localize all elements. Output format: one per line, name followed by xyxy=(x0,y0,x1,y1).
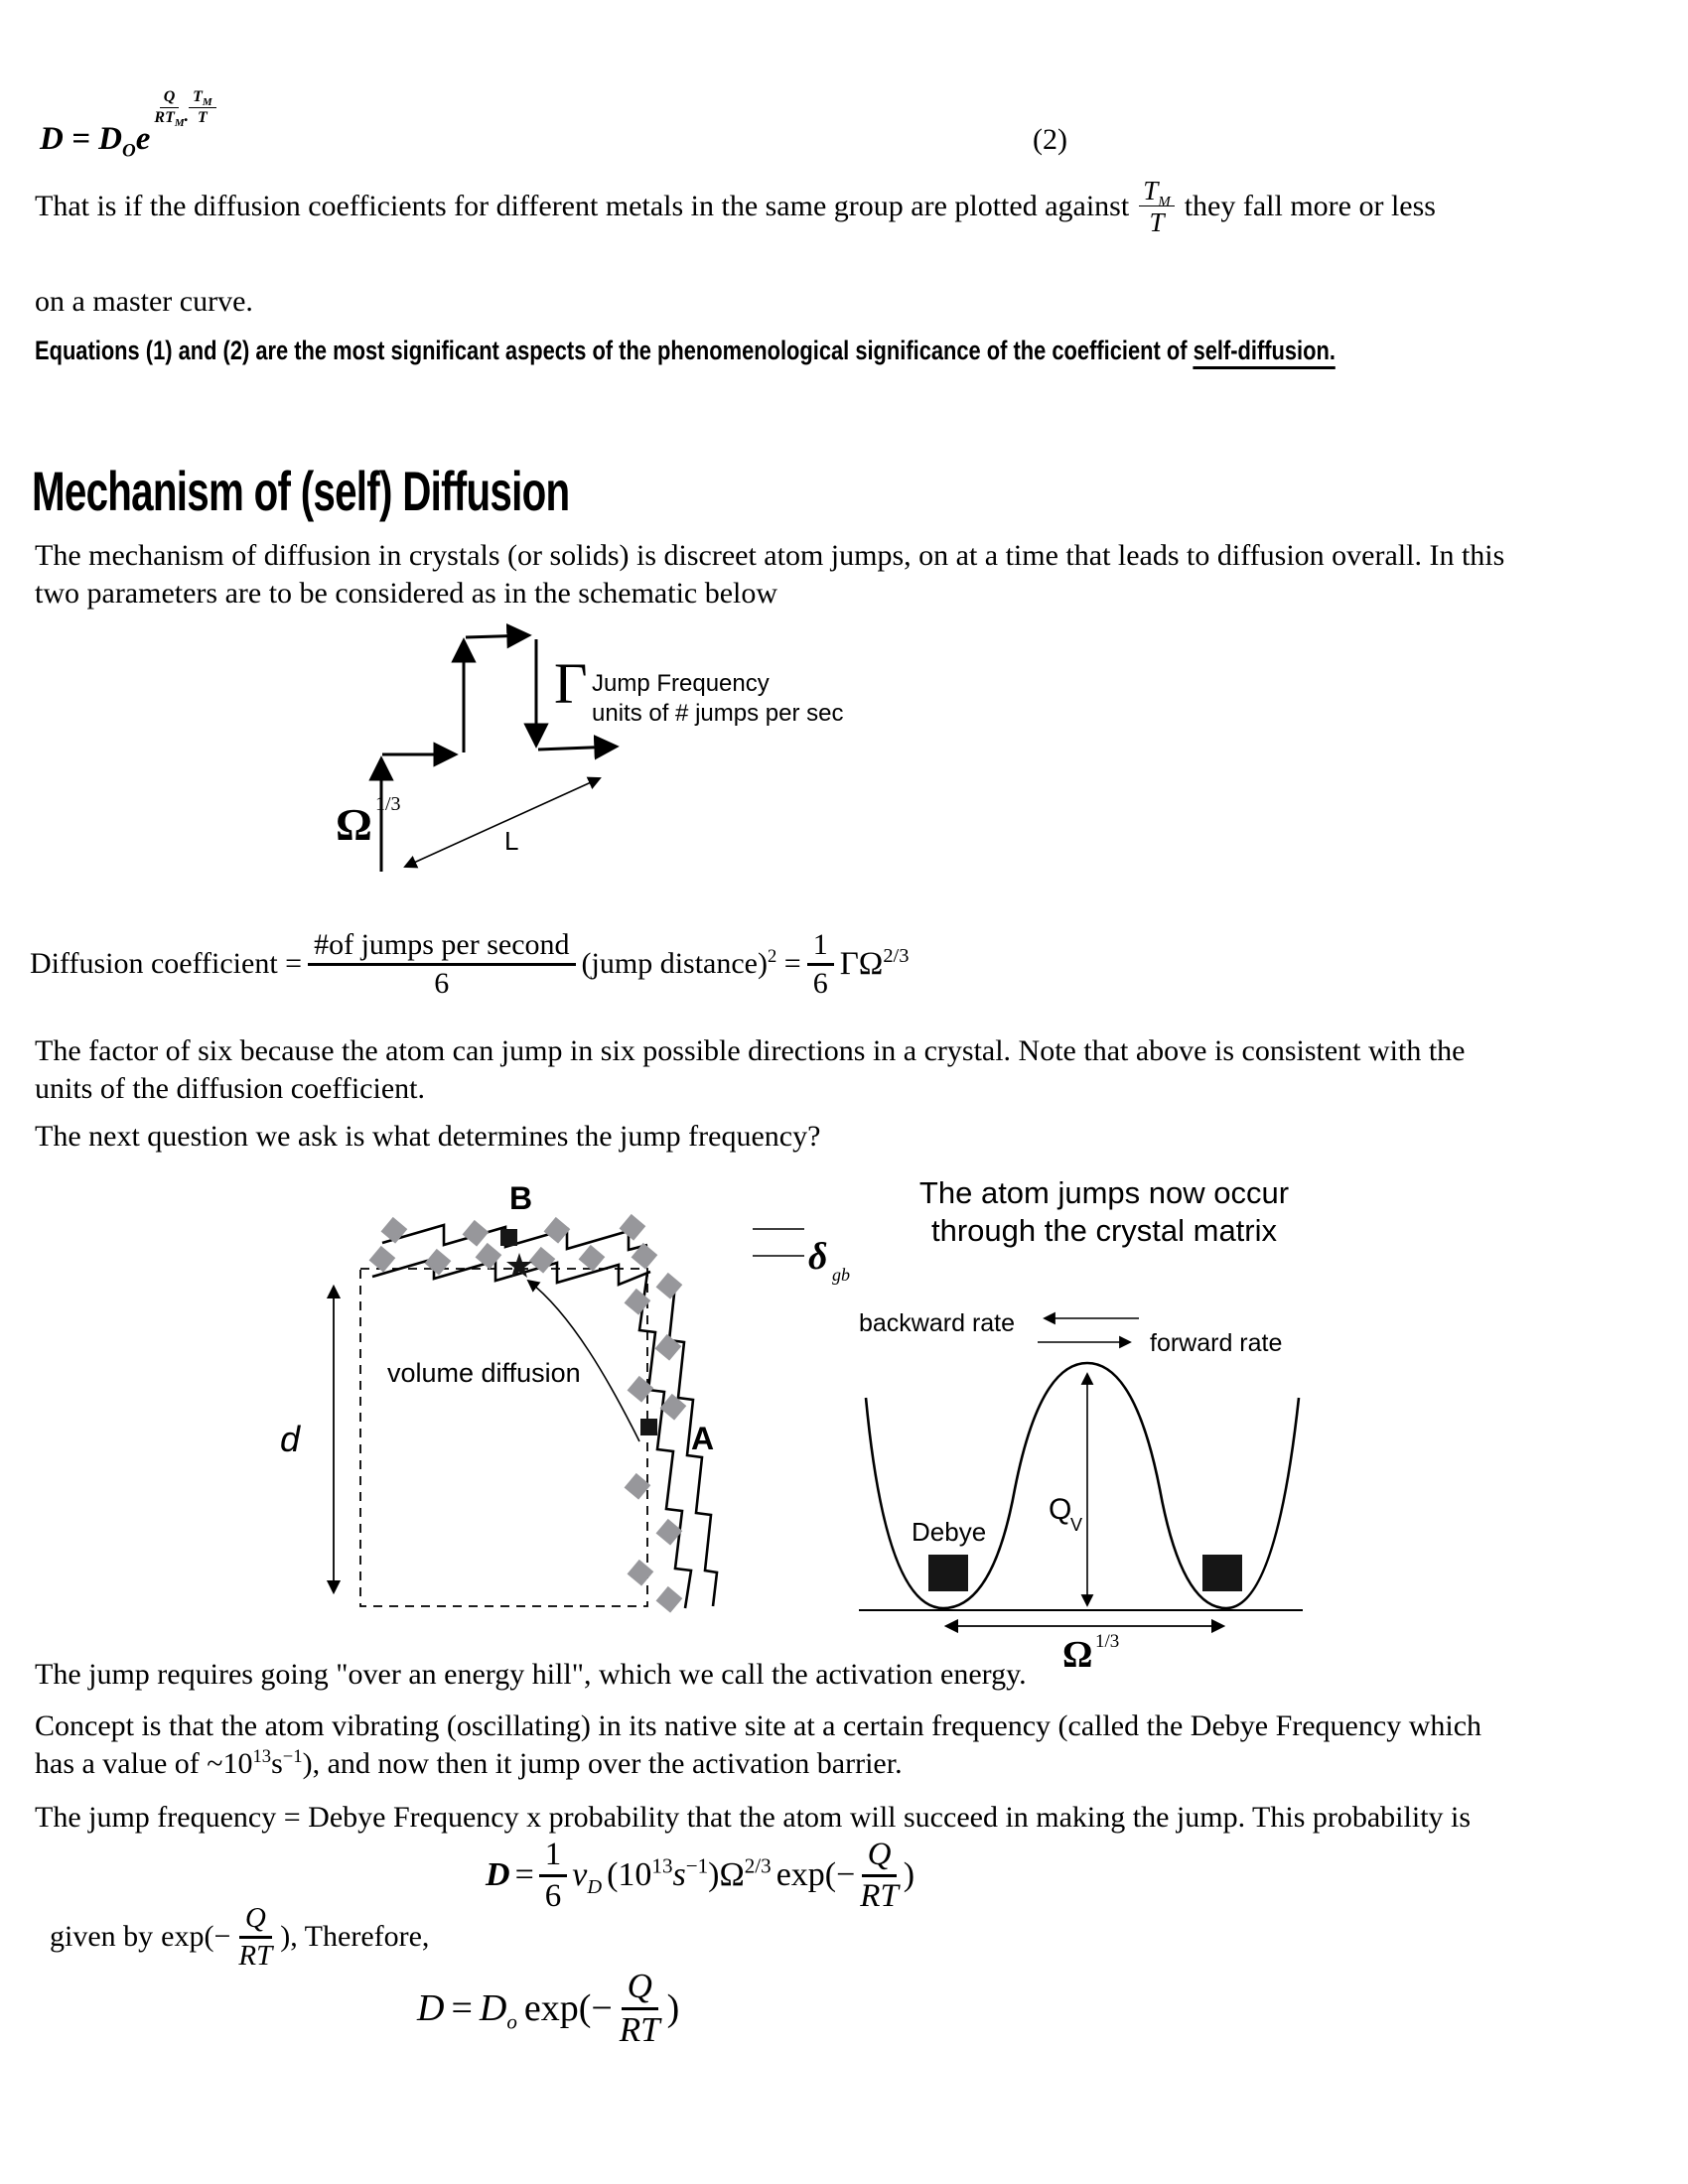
jump-length-arrow xyxy=(405,778,600,867)
exponent-fraction-2: $\frac{T_M}{T}$ xyxy=(189,89,216,127)
grain-boundary-and-energy-diagram xyxy=(268,1152,1340,1688)
section-heading: Mechanism of (self) Diffusion xyxy=(32,460,570,522)
jump-units-label: units of # jumps per sec xyxy=(592,700,844,727)
given-by-line: given by exp(− $\frac{Q}{RT}$ ), Therefore, xyxy=(50,1902,430,1972)
delta-gb-symbol: δ xyxy=(808,1236,828,1278)
paragraph-master-curve xyxy=(35,167,1436,246)
tracer-atom-a xyxy=(640,1419,657,1435)
debye-frequency-term: $\nu_D$ xyxy=(572,1856,603,1898)
qv-subscript: V xyxy=(1070,1515,1083,1535)
para2-line1: The mechanism of diffusion in crystals (or solids) is discreet atom jumps, on at a time that leads to diffusion overall. In this xyxy=(35,539,1505,572)
volume-diffusion-label: volume diffusion xyxy=(387,1358,581,1388)
grain-dashed-box xyxy=(360,1269,647,1606)
gamma-omega-term: $\Gamma\Omega^{2/3}$ xyxy=(839,944,910,982)
equation-number: (2) xyxy=(1033,123,1067,156)
jump-path-diagram xyxy=(318,608,1013,900)
diffusion-coefficient-equation xyxy=(30,918,909,1010)
debye-label: Debye xyxy=(912,1517,987,1547)
paragraph-factor-of-six xyxy=(35,1032,1663,1108)
backward-rate-label: backward rate xyxy=(859,1309,1016,1337)
gb-thickness-lines xyxy=(753,1229,804,1256)
one-sixth: $\frac{1}{6}$ xyxy=(539,1838,568,1913)
jump-distance-term: (jump distance)$^2$ = xyxy=(581,946,801,980)
paragraph-next-question: The next question we ask is what determines the jump frequency? xyxy=(35,1120,821,1153)
q-over-rt-inline: $\frac{Q}{RT}$ xyxy=(238,1902,273,1972)
gamma-symbol: Γ xyxy=(554,651,588,716)
para1-text-after: they fall more or less xyxy=(1184,190,1436,222)
length-label: L xyxy=(504,826,519,856)
omega-exponent: 1/3 xyxy=(375,793,401,815)
omega-spacing-symbol: Ω xyxy=(1062,1634,1093,1676)
boundary-a-label: A xyxy=(691,1421,715,1456)
para3-line1: The factor of six because the atom can jump in six possible directions in a crystal. Note that above is consistent with the xyxy=(35,1034,1466,1067)
well-atom-left xyxy=(928,1555,968,1591)
equation-2-base: $D = D_Oe$ xyxy=(40,121,151,162)
para3-line2: units of the diffusion coefficient. xyxy=(35,1072,425,1105)
equation-2-exponent: $\frac{Q}{RT_M}$ . $\frac{T_M}{T}$ xyxy=(154,89,215,127)
paragraph-energy-hill: The jump requires going "over an energy hill", which we call the activation energy. xyxy=(35,1658,1027,1691)
full-diffusion-equation: D = $\frac{1}{6}$ $\nu_D$ $(10^{13}s^{-1})\Omega^{2/3}$ exp(− $\frac{Q}{RT}$ ) xyxy=(486,1836,915,1914)
tracer-atom-b xyxy=(500,1229,517,1246)
grain-size-label: d xyxy=(280,1419,301,1459)
boundary-b-label: B xyxy=(509,1180,533,1216)
para6-line1: Concept is that the atom vibrating (oscillating) in its native site at a certain frequency (called the Debye Frequency which xyxy=(35,1709,1482,1742)
paragraph-debye-concept xyxy=(35,1707,1663,1783)
para1-line2: on a master curve. xyxy=(35,285,253,318)
exponent-fraction-1: $\frac{Q}{RT_M}$ xyxy=(154,88,185,129)
q-over-rt-final: $\frac{Q}{RT}$ xyxy=(619,1966,660,2049)
paragraph-mechanism xyxy=(35,537,1663,613)
qv-symbol: Q xyxy=(1049,1493,1072,1526)
arrhenius-equation: D = $D_o$ exp(− $\frac{Q}{RT}$ ) xyxy=(417,1966,680,2049)
para2-line2: two parameters are to be considered as in the schematic below xyxy=(35,577,778,610)
q-over-rt: $\frac{Q}{RT}$ xyxy=(860,1836,899,1914)
delta-gb-subscript: gb xyxy=(832,1265,850,1285)
para1-text-before: That is if the diffusion coefficients for different metals in the same group are plotted against xyxy=(35,190,1130,222)
omega-symbol: Ω xyxy=(336,799,372,850)
one-sixth-fraction: $\frac{1}{6}$ xyxy=(807,929,834,999)
d-naught: $D_o$ xyxy=(479,1987,517,2034)
bold-note xyxy=(35,336,1688,366)
bold-note-underlined: self-diffusion. xyxy=(1194,336,1336,369)
boundary-atoms xyxy=(369,1214,687,1613)
para6-line2: has a value of $\sim 10^{13}s^{-1}$), and now then it jump over the activation barrier. xyxy=(35,1746,903,1780)
matrix-note-line1: The atom jumps now occur xyxy=(918,1175,1290,1210)
ten-thirteen-term: $(10^{13}s^{-1})\Omega^{2/3}$ xyxy=(607,1853,772,1893)
well-atom-right xyxy=(1202,1555,1242,1591)
tm-over-t-fraction: $\frac{T_M}{T}$ xyxy=(1139,177,1175,237)
jumps-fraction: $\frac{\text{\#of jumps per second}}{6}$ xyxy=(308,929,575,999)
matrix-note-line2: through the crystal matrix xyxy=(930,1213,1278,1248)
jump-frequency-label: Jump Frequency xyxy=(592,670,770,697)
forward-rate-label: forward rate xyxy=(1150,1329,1283,1357)
paragraph-jump-frequency: The jump frequency = Debye Frequency x probability that the atom will succeed in making the jump. This probability is xyxy=(35,1801,1472,1834)
omega-spacing-exponent: 1/3 xyxy=(1095,1631,1120,1652)
equation-2 xyxy=(40,64,216,162)
bold-note-text: Equations (1) and (2) are the most significant aspects of the phenomenological significance of the coefficient of xyxy=(35,336,1194,365)
diff-eq-lead: Diffusion coefficient = xyxy=(30,947,303,980)
